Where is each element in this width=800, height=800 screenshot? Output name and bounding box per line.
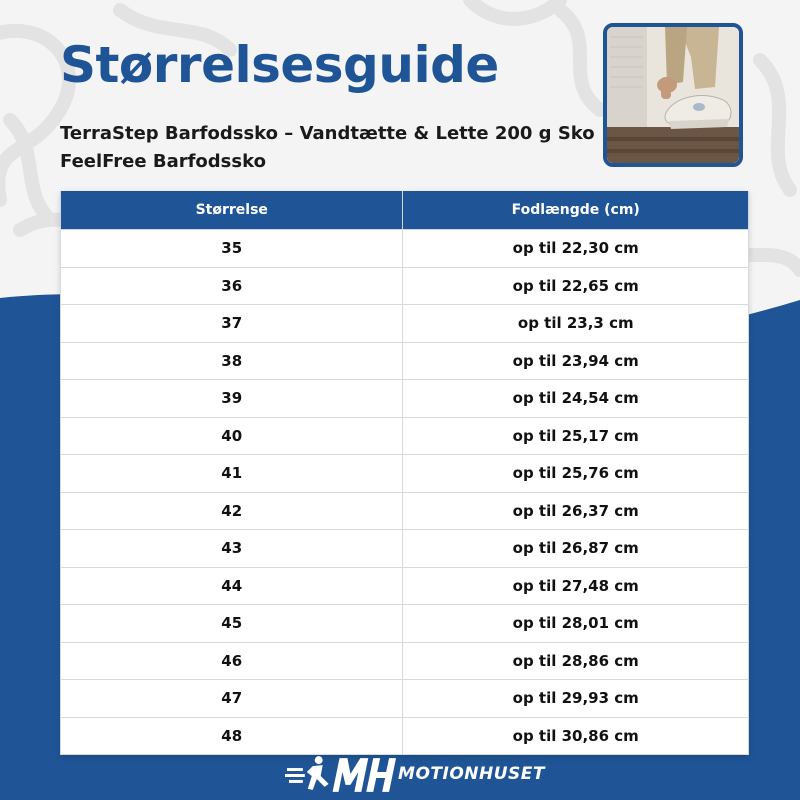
size-cell: 40 — [61, 417, 403, 455]
table-row — [61, 417, 749, 455]
column-header-size: Størrelse — [61, 191, 403, 230]
table-row — [61, 455, 749, 493]
foot-length-cell: op til 26,37 cm — [403, 492, 749, 530]
table-row — [61, 380, 749, 418]
size-cell: 45 — [61, 605, 403, 643]
table-row — [61, 642, 749, 680]
table-row — [61, 717, 749, 755]
foot-length-cell: op til 28,01 cm — [403, 605, 749, 643]
size-cell: 44 — [61, 567, 403, 605]
foot-length-cell: op til 23,3 cm — [403, 305, 749, 343]
foot-length-cell: op til 22,65 cm — [403, 267, 749, 305]
table-row — [61, 342, 749, 380]
foot-length-cell: op til 22,30 cm — [403, 230, 749, 268]
brand-logo — [285, 752, 545, 796]
page-title: Størrelsesguide — [60, 36, 499, 94]
size-cell: 39 — [61, 380, 403, 418]
foot-length-cell: op til 28,86 cm — [403, 642, 749, 680]
size-cell: 47 — [61, 680, 403, 718]
table-header-row — [61, 191, 749, 230]
foot-length-cell: op til 25,76 cm — [403, 455, 749, 493]
foot-length-cell: op til 23,94 cm — [403, 342, 749, 380]
brand-name: MOTIONHUSET — [398, 764, 545, 784]
table-body — [61, 230, 749, 755]
size-cell: 36 — [61, 267, 403, 305]
foot-length-cell: op til 26,87 cm — [403, 530, 749, 568]
size-cell: 35 — [61, 230, 403, 268]
size-cell: 41 — [61, 455, 403, 493]
size-guide-table — [60, 191, 749, 755]
table-row — [61, 567, 749, 605]
size-cell: 37 — [61, 305, 403, 343]
size-cell: 48 — [61, 717, 403, 755]
column-header-foot-length: Fodlængde (cm) — [403, 191, 749, 230]
size-cell: 46 — [61, 642, 403, 680]
size-cell: 42 — [61, 492, 403, 530]
running-figure-icon — [285, 752, 396, 796]
size-cell: 43 — [61, 530, 403, 568]
product-photo — [603, 23, 743, 167]
foot-length-cell: op til 30,86 cm — [403, 717, 749, 755]
table-row — [61, 492, 749, 530]
foot-length-cell: op til 25,17 cm — [403, 417, 749, 455]
product-subtitle: TerraStep Barfodssko – Vandtætte & Lette 200 g Sko — [60, 123, 595, 144]
size-cell: 38 — [61, 342, 403, 380]
foot-length-cell: op til 27,48 cm — [403, 567, 749, 605]
foot-length-cell: op til 29,93 cm — [403, 680, 749, 718]
product-subtitle-secondary: FeelFree Barfodssko — [60, 151, 266, 172]
foot-length-cell: op til 24,54 cm — [403, 380, 749, 418]
table-row — [61, 305, 749, 343]
table-row — [61, 230, 749, 268]
shoe-photo-illustration — [607, 27, 739, 163]
table-row — [61, 267, 749, 305]
table-row — [61, 605, 749, 643]
table-row — [61, 530, 749, 568]
table-row — [61, 680, 749, 718]
